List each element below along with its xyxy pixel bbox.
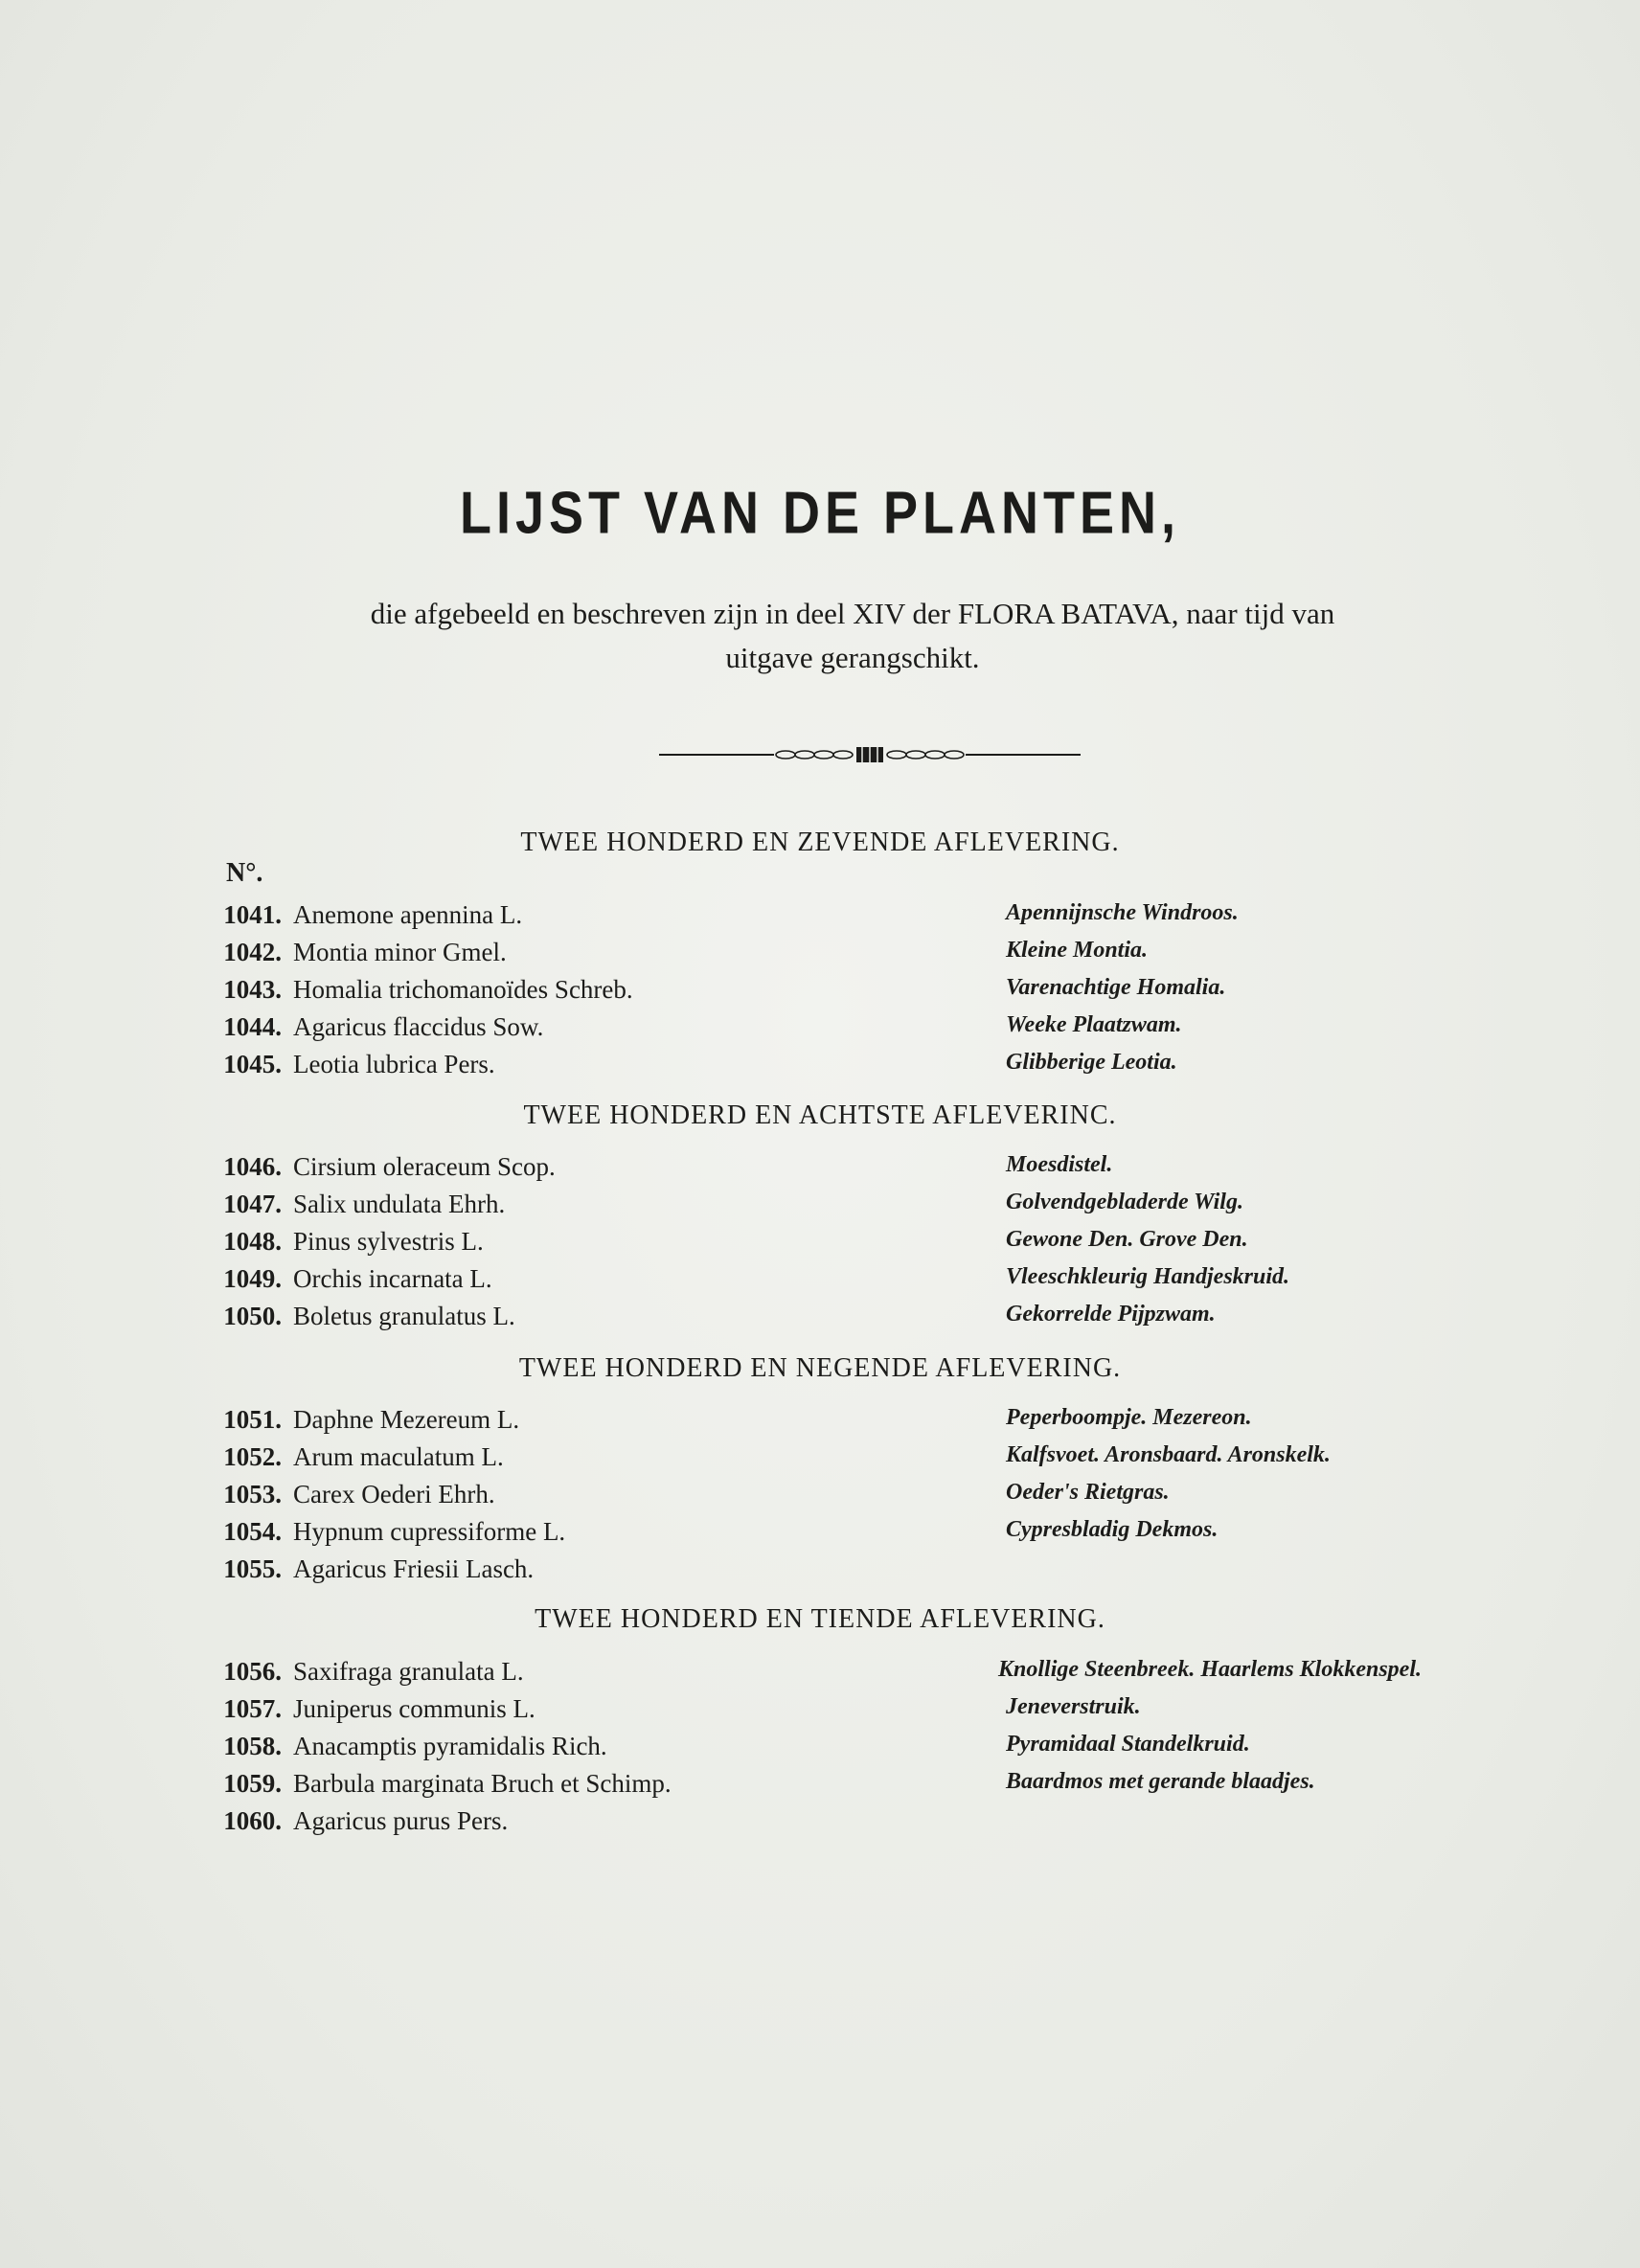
entry-number: 1055.	[223, 1554, 282, 1583]
entry-common-name: Cypresbladig Dekmos.	[1006, 1517, 1219, 1542]
list-item	[0, 1517, 1640, 1554]
entry-common-name: Knollige Steenbreek. Haarlems Klokkenspel.	[998, 1657, 1422, 1682]
entry-latin-name: Salix undulata Ehrh.	[293, 1190, 506, 1218]
entry-common-name: Kalfsvoet. Aronsbaard. Aronskelk.	[1006, 1442, 1331, 1467]
entry-number: 1058.	[223, 1732, 282, 1760]
number-column-label: N°.	[226, 858, 263, 888]
entry-number: 1042.	[223, 938, 282, 966]
subtitle-line-1: die afgebeeld en beschreven zijn in deel XIV der FLORA BATAVA, naar tijd van	[370, 597, 1335, 630]
list-item	[0, 1806, 1640, 1843]
entry-number: 1054.	[223, 1517, 282, 1546]
list-item	[0, 1302, 1640, 1338]
entry-number: 1041.	[223, 900, 282, 929]
entry-common-name: Glibberige Leotia.	[1006, 1050, 1177, 1075]
entry-number: 1043.	[223, 975, 282, 1004]
list-item	[0, 1694, 1640, 1731]
entry-latin-name: Agaricus flaccidus Sow.	[293, 1012, 544, 1041]
list-item	[0, 1732, 1640, 1768]
entry-latin-name: Juniperus communis L.	[293, 1694, 535, 1723]
subtitle-line-2: uitgave gerangschikt.	[725, 641, 980, 674]
list-item	[0, 1050, 1640, 1086]
entry-common-name: Kleine Montia.	[1006, 938, 1149, 963]
ornament-divider-icon	[659, 741, 1081, 768]
entry-latin-name: Arum maculatum L.	[293, 1442, 504, 1471]
entry-latin-name: Leotia lubrica Pers.	[293, 1050, 495, 1078]
list-item	[0, 1554, 1640, 1591]
entry-common-name: Oeder's Rietgras.	[1006, 1480, 1170, 1505]
entry-latin-name: Anacamptis pyramidalis Rich.	[293, 1732, 607, 1760]
entry-common-name: Baardmos met gerande blaadjes.	[1006, 1769, 1315, 1794]
entry-latin-name: Barbula marginata Bruch et Schimp.	[293, 1769, 672, 1798]
list-item	[0, 1480, 1640, 1516]
entry-latin-name: Cirsium oleraceum Scop.	[293, 1152, 556, 1181]
list-item	[0, 1405, 1640, 1441]
list-item	[0, 1152, 1640, 1189]
entry-common-name: Vleeschkleurig Handjeskruid.	[1006, 1264, 1290, 1289]
list-item	[0, 900, 1640, 937]
list-item	[0, 1769, 1640, 1805]
entry-common-name: Golvendgebladerde Wilg.	[1006, 1190, 1243, 1214]
section-heading: TWEE HONDERD EN ACHTSTE AFLEVERINC.	[523, 1100, 1117, 1130]
section-heading: TWEE HONDERD EN TIENDE AFLEVERING.	[535, 1604, 1105, 1634]
entry-latin-name: Pinus sylvestris L.	[293, 1227, 484, 1256]
entry-latin-name: Carex Oederi Ehrh.	[293, 1480, 495, 1508]
entry-latin-name: Hypnum cupressiforme L.	[293, 1517, 566, 1546]
list-item	[0, 1264, 1640, 1301]
entry-common-name: Apennijnsche Windroos.	[1006, 900, 1239, 925]
entry-latin-name: Saxifraga granulata L.	[293, 1657, 524, 1686]
list-item	[0, 975, 1640, 1011]
entry-latin-name: Agaricus Friesii Lasch.	[293, 1554, 535, 1583]
entry-number: 1059.	[223, 1769, 282, 1798]
list-item	[0, 1190, 1640, 1226]
entry-latin-name: Boletus granulatus L.	[293, 1302, 515, 1330]
list-item	[0, 1012, 1640, 1049]
list-item	[0, 1657, 1640, 1693]
entry-latin-name: Anemone apennina L.	[293, 900, 523, 929]
entry-number: 1052.	[223, 1442, 282, 1471]
entry-number: 1057.	[223, 1694, 282, 1723]
entry-common-name: Weeke Plaatzwam.	[1006, 1012, 1182, 1037]
entry-latin-name: Orchis incarnata L.	[293, 1264, 492, 1293]
entry-number: 1053.	[223, 1480, 282, 1508]
entry-common-name: Pyramidaal Standelkruid.	[1006, 1732, 1250, 1757]
entry-number: 1060.	[223, 1806, 282, 1835]
entry-number: 1056.	[223, 1657, 282, 1686]
entry-number: 1045.	[223, 1050, 282, 1078]
entry-number: 1046.	[223, 1152, 282, 1181]
list-item	[0, 938, 1640, 974]
entry-common-name: Peperboompje. Mezereon.	[1006, 1405, 1252, 1430]
list-item	[0, 1442, 1640, 1479]
entry-common-name: Gekorrelde Pijpzwam.	[1006, 1302, 1216, 1327]
list-item	[0, 1227, 1640, 1263]
entry-number: 1050.	[223, 1302, 282, 1330]
entry-number: 1048.	[223, 1227, 282, 1256]
page-subtitle	[192, 592, 1514, 680]
section-heading: TWEE HONDERD EN NEGENDE AFLEVERING.	[518, 1353, 1122, 1383]
entry-number: 1044.	[223, 1012, 282, 1041]
entry-number: 1049.	[223, 1264, 282, 1293]
entry-common-name: Gewone Den. Grove Den.	[1006, 1227, 1248, 1252]
entry-common-name: Varenachtige Homalia.	[1006, 975, 1226, 1000]
entry-common-name: Jeneverstruik.	[1006, 1694, 1141, 1719]
entry-latin-name: Montia minor Gmel.	[293, 938, 507, 966]
entry-latin-name: Agaricus purus Pers.	[293, 1806, 509, 1835]
page-title: LIJST VAN DE PLANTEN,	[459, 480, 1181, 547]
entry-common-name: Moesdistel.	[1006, 1152, 1113, 1177]
entry-latin-name: Homalia trichomanoïdes Schreb.	[293, 975, 633, 1004]
entry-number: 1047.	[223, 1190, 282, 1218]
section-heading: TWEE HONDERD EN ZEVENDE AFLEVERING.	[520, 828, 1120, 857]
entry-latin-name: Daphne Mezereum L.	[293, 1405, 520, 1434]
entry-number: 1051.	[223, 1405, 282, 1434]
